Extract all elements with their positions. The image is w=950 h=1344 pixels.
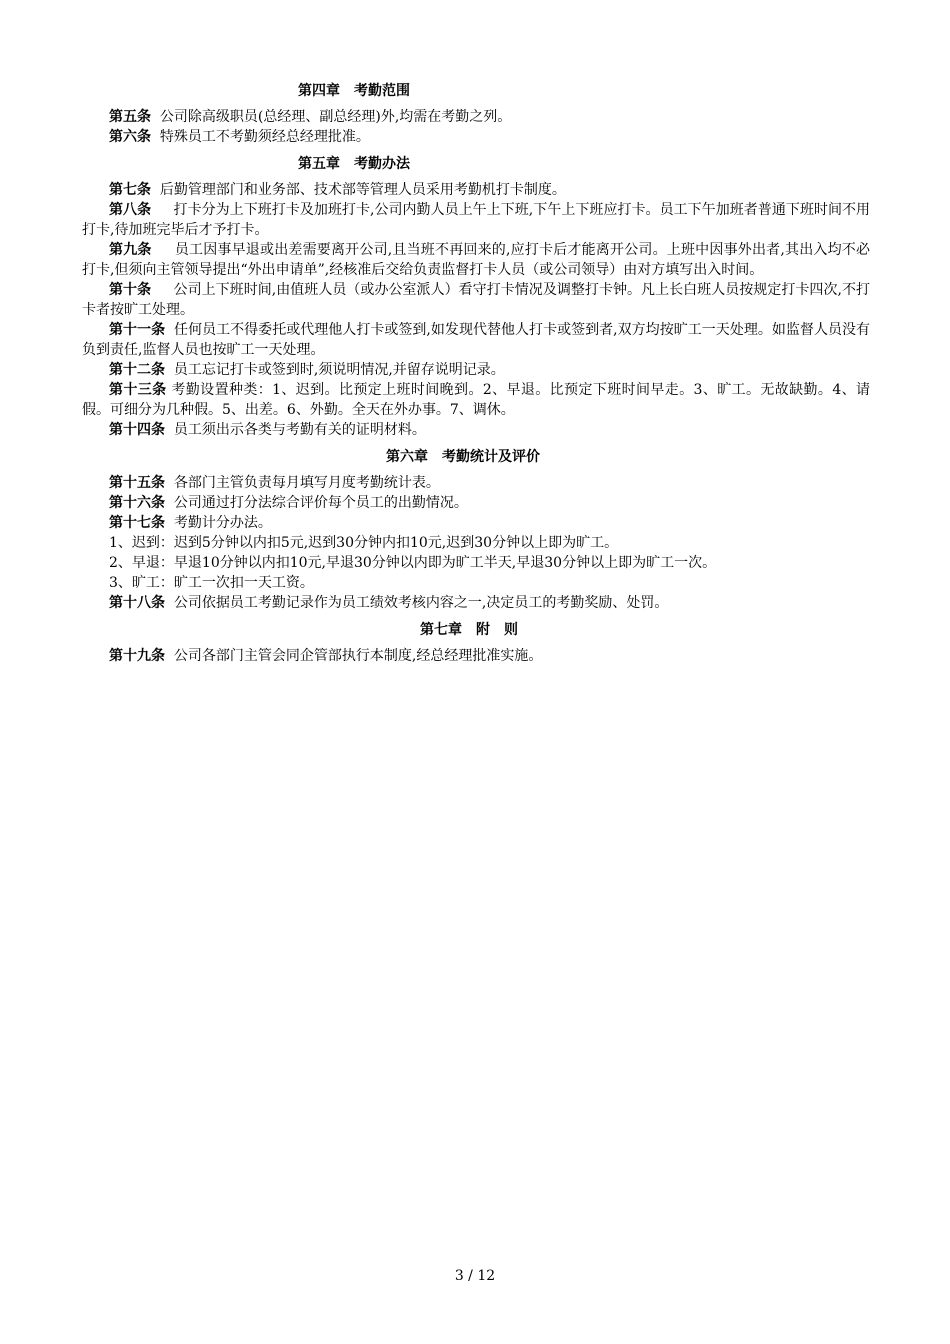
article-8-label: 第八条 — [109, 202, 152, 218]
article-17-text: 考勤计分办法。 — [173, 515, 272, 531]
chapter-4-heading: 第四章 考勤范围 — [298, 83, 410, 99]
article-9-text: 员工因事早退或出差需要离开公司,且当班不再回来的,应打卡后才能离开公司。上班中因事外出者,其出入均不必打卡,但须向主管领导提出“外出申请单”,经核准后交给负责监督打卡人员（或公司领导）由对方填写出入时间。 — [82, 242, 870, 278]
article-18-text: 公司依据员工考勤记录作为员工绩效考核内容之一,决定员工的考勤奖励、处罚。 — [173, 595, 669, 611]
article-11-label: 第十一条 — [109, 322, 166, 338]
scoring-item-2: 2、早退：早退10分钟以内扣10元,早退30分钟以内即为旷工半天,早退30分钟以上即为旷工一次。 — [109, 555, 717, 571]
article-19-label: 第十九条 — [109, 648, 165, 664]
article-19-text: 公司各部门主管会同企管部执行本制度,经总经理批准实施。 — [173, 648, 543, 664]
article-15-text: 各部门主管负责每月填写月度考勤统计表。 — [173, 475, 440, 491]
article-13-label: 第十三条 — [109, 382, 167, 398]
article-18 — [82, 593, 870, 613]
article-12-label: 第十二条 — [109, 362, 165, 378]
scoring-item-3: 3、旷工：旷工一次扣一天工资。 — [109, 575, 314, 591]
article-8-text: 打卡分为上下班打卡及加班打卡,公司内勤人员上午上下班,下午上下班应打卡。员工下午加班者普通下班时间不用打卡,待加班完毕后才予打卡。 — [82, 202, 871, 238]
article-10-text: 公司上下班时间,由值班人员（或办公室派人）看守打卡情况及调整打卡钟。凡上长白班人员按规定打卡四次,不打卡者按旷工处理。 — [82, 282, 871, 318]
article-18-label: 第十八条 — [109, 595, 165, 611]
article-7 — [82, 180, 870, 200]
article-12-text: 员工忘记打卡或签到时,须说明情况,并留存说明记录。 — [173, 362, 505, 378]
article-12 — [82, 360, 870, 380]
article-6 — [82, 127, 870, 147]
article-13-text: 考勤设置种类：1、迟到。比预定上班时间晚到。2、早退。比预定下班时间早走。3、旷工。无故缺勤。4、请假。可细分为几种假。5、出差。6、外勤。全天在外办事。7、调休。 — [82, 382, 871, 418]
chapter-6-heading: 第六章 考勤统计及评价 — [386, 449, 540, 465]
article-17 — [82, 513, 870, 533]
article-8 — [82, 200, 870, 240]
article-16-label: 第十六条 — [109, 495, 165, 511]
document-page — [82, 74, 870, 666]
article-13 — [82, 380, 870, 420]
article-5 — [82, 107, 870, 127]
article-11 — [82, 320, 870, 360]
article-11-text: 任何员工不得委托或代理他人打卡或签到,如发现代替他人打卡或签到者,双方均按旷工一天处理。如监督人员没有负到责任,监督人员也按旷工一天处理。 — [82, 322, 871, 358]
article-14-text: 员工须出示各类与考勤有关的证明材料。 — [173, 422, 426, 438]
article-14-label: 第十四条 — [109, 422, 165, 438]
chapter-7-heading: 第七章 附 则 — [420, 622, 518, 638]
article-6-label: 第六条 — [109, 129, 151, 145]
scoring-item-1: 1、迟到：迟到5分钟以内扣5元,迟到30分钟内扣10元,迟到30分钟以上即为旷工。 — [109, 535, 619, 551]
article-9 — [82, 240, 870, 280]
page-number: 3 / 12 — [454, 1268, 496, 1284]
article-14 — [82, 420, 870, 440]
article-9-label: 第九条 — [109, 242, 152, 258]
article-16-text: 公司通过打分法综合评价每个员工的出勤情况。 — [173, 495, 468, 511]
article-10 — [82, 280, 870, 320]
chapter-5-heading: 第五章 考勤办法 — [298, 156, 410, 172]
article-7-text: 后勤管理部门和业务部、技术部等管理人员采用考勤机打卡制度。 — [159, 182, 566, 198]
article-19 — [82, 646, 870, 666]
article-6-text: 特殊员工不考勤须经总经理批准。 — [159, 129, 370, 145]
article-10-label: 第十条 — [109, 282, 152, 298]
article-15 — [82, 473, 870, 493]
article-17-label: 第十七条 — [109, 515, 165, 531]
article-5-label: 第五条 — [109, 109, 151, 125]
article-5-text: 公司除高级职员(总经理、副总经理)外,均需在考勤之列。 — [159, 109, 512, 125]
article-16 — [82, 493, 870, 513]
article-7-label: 第七条 — [109, 182, 151, 198]
article-15-label: 第十五条 — [109, 475, 165, 491]
